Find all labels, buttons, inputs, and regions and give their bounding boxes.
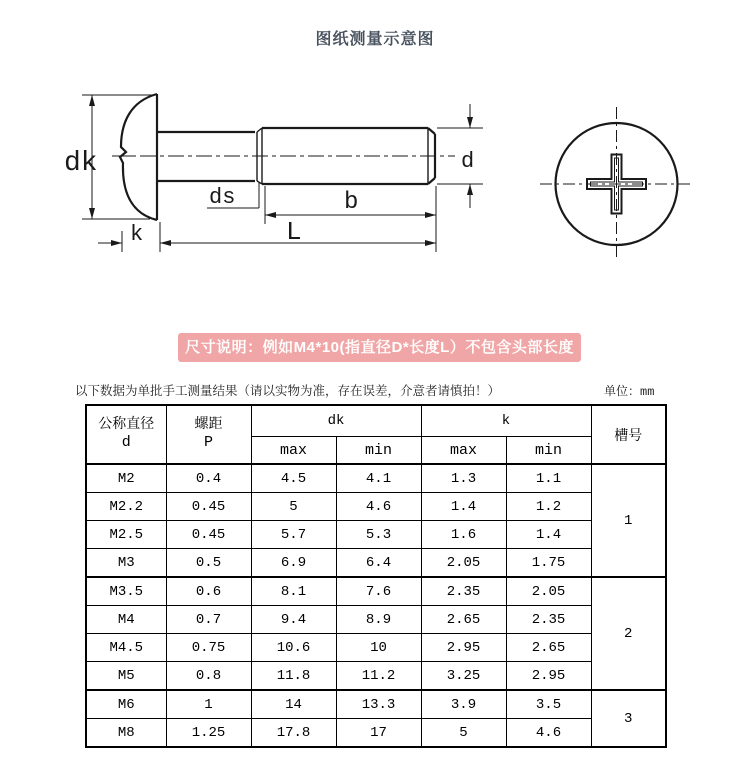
cell-dk-max: 5.7 [251,521,336,549]
cell-slot-group: 1 [591,464,666,577]
cell-p: 0.7 [166,606,251,634]
table-row [86,634,666,662]
cell-k-min: 4.6 [506,719,591,748]
cell-d: M2.5 [86,521,166,549]
cell-dk-max: 5 [251,493,336,521]
header-pitch-cn: 螺距 [194,417,223,434]
table-row [86,577,666,606]
table-row [86,606,666,634]
cell-dk-min: 13.3 [336,690,421,719]
arrow [467,184,473,195]
page-title: 图纸测量示意图 [315,31,435,48]
cell-dk-max: 17.8 [251,719,336,748]
cell-k-min: 1.1 [506,464,591,493]
cell-p: 1 [166,690,251,719]
header-dk-min: min [336,437,421,465]
cell-dk-max: 6.9 [251,549,336,578]
label-dk: dk [64,148,98,179]
arrow [89,95,95,106]
cell-k-min: 3.5 [506,690,591,719]
table-row [86,549,666,578]
cell-k-max: 2.35 [421,577,506,606]
cell-k-min: 2.65 [506,634,591,662]
label-ds: ds [209,185,236,210]
cell-k-max: 1.6 [421,521,506,549]
cell-dk-min: 4.6 [336,493,421,521]
cell-p: 1.25 [166,719,251,748]
cell-k-max: 3.9 [421,690,506,719]
screw-side-view [120,94,435,220]
table-row [86,662,666,691]
label-k: k [130,222,144,247]
table-row [86,690,666,719]
screw-measurement-diagram [0,0,750,330]
cell-dk-max: 4.5 [251,464,336,493]
screw-top-view [540,107,693,261]
cell-dk-min: 8.9 [336,606,421,634]
cell-d: M5 [86,662,166,691]
arrow [425,240,436,246]
header-k-min: min [506,437,591,465]
arrow [467,117,473,128]
cell-dk-max: 14 [251,690,336,719]
header-k-max: max [421,437,506,465]
cell-slot-group: 2 [591,577,666,690]
label-d: d [461,149,475,174]
arrow [111,240,122,246]
cell-dk-min: 4.1 [336,464,421,493]
cell-k-max: 2.05 [421,549,506,578]
cell-p: 0.45 [166,521,251,549]
header-k-group: k [421,405,591,437]
cell-p: 0.8 [166,662,251,691]
cell-d: M2 [86,464,166,493]
cell-d: M8 [86,719,166,748]
header-diameter-cn: 公称直径 [98,417,155,434]
cell-slot-group: 3 [591,690,666,747]
cell-p: 0.6 [166,577,251,606]
cell-k-min: 1.4 [506,521,591,549]
cell-k-max: 1.3 [421,464,506,493]
cell-k-min: 2.95 [506,662,591,691]
arrow [89,208,95,219]
header-dk-max: max [251,437,336,465]
header-nominal-diameter [86,405,166,464]
header-pitch [166,405,251,464]
table-row [86,719,666,748]
label-L: L [286,217,302,247]
cell-k-max: 5 [421,719,506,748]
arrow [265,212,276,218]
label-b: b [344,189,359,216]
cell-p: 0.5 [166,549,251,578]
cell-d: M4 [86,606,166,634]
cell-d: M6 [86,690,166,719]
cell-k-max: 1.4 [421,493,506,521]
cell-dk-min: 11.2 [336,662,421,691]
table-row [86,464,666,493]
cell-d: M3 [86,549,166,578]
cell-k-max: 2.65 [421,606,506,634]
cell-dk-max: 8.1 [251,577,336,606]
dimension-spec-table [85,404,667,748]
cell-dk-min: 6.4 [336,549,421,578]
cell-k-min: 2.05 [506,577,591,606]
cell-dk-max: 9.4 [251,606,336,634]
cell-p: 0.75 [166,634,251,662]
cell-k-min: 2.35 [506,606,591,634]
cell-k-max: 2.95 [421,634,506,662]
header-pitch-symbol: P [203,433,213,451]
arrow [160,240,171,246]
unit-note: 单位：mm [604,385,655,399]
cell-dk-min: 7.6 [336,577,421,606]
measurement-disclaimer: 以下数据为单批手工测量结果（请以实物为准，存在误差，介意者请慎拍！） [75,384,501,398]
cell-dk-min: 10 [336,634,421,662]
cell-d: M2.2 [86,493,166,521]
cell-dk-max: 11.8 [251,662,336,691]
dimension-k [98,222,160,252]
cell-k-max: 3.25 [421,662,506,691]
cell-dk-min: 5.3 [336,521,421,549]
cell-dk-min: 17 [336,719,421,748]
cell-p: 0.45 [166,493,251,521]
header-dk-group: dk [251,405,421,437]
arrow [425,212,436,218]
cell-k-min: 1.75 [506,549,591,578]
table-row [86,493,666,521]
cell-p: 0.4 [166,464,251,493]
header-diameter-symbol: d [121,433,131,451]
cell-d: M3.5 [86,577,166,606]
cell-k-min: 1.2 [506,493,591,521]
size-explanation-banner: 尺寸说明：例如M4*10(指直径D*长度L）不包含头部长度 [178,333,581,362]
header-slot-number: 槽号 [591,405,666,464]
table-row [86,521,666,549]
cell-d: M4.5 [86,634,166,662]
cell-dk-max: 10.6 [251,634,336,662]
